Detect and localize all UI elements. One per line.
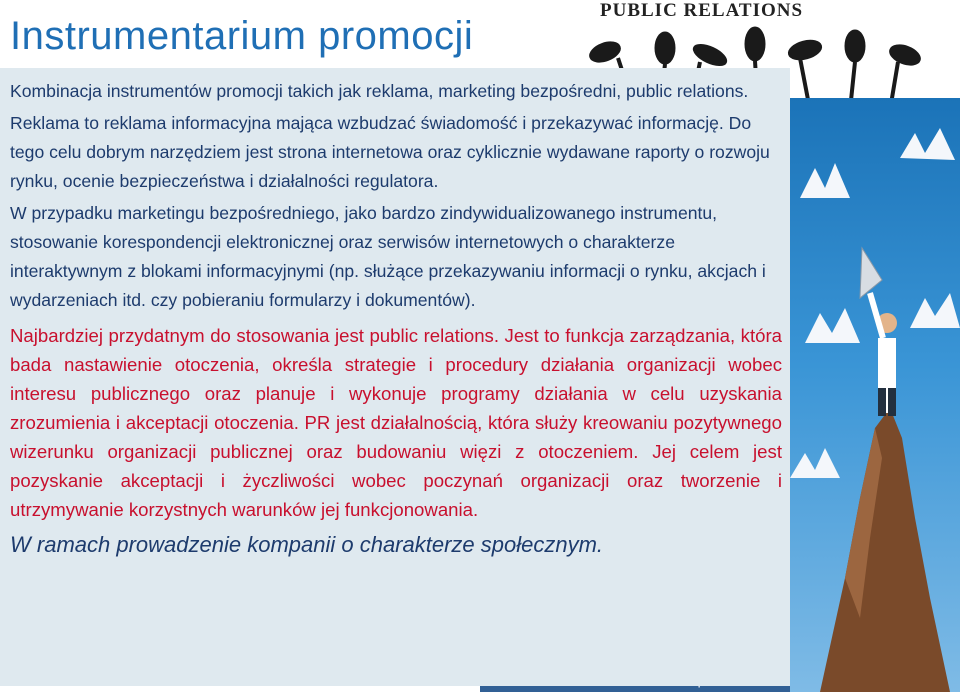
paragraph-advertising: Reklama to reklama informacyjna mająca wzbudzać świadomość i przekazywać informację. Do tego celu dobrym narzędziem jest strona internetowa oraz cyklicznie wydawane raporty o rozwoju rynku, ocenie bezpieczeństwa i działalności regulatora. <box>10 113 770 191</box>
content-box <box>0 68 790 686</box>
mountain-megaphone-icon <box>790 98 960 692</box>
paragraph-instruments: Kombinacja instrumentów promocji takich jak reklama, marketing bezpośredni, public relations. <box>10 81 749 101</box>
banner-text: PUBLIC RELATIONS <box>600 0 804 21</box>
paragraph-direct-marketing: W przypadku marketingu bezpośredniego, jako bardzo zindywidualizowanego instrumentu, stosowanie korespondencji elektronicznej oraz serwisów internetowych o charakterze interaktywnym z blokami informacyjnymi (np. służące przekazywaniu informacji o rynku, akcjach i wydarzeniach itd. czy pobieraniu formularzy i dokumentów). <box>10 203 766 310</box>
slide-title: Instrumentarium promocji <box>10 14 474 58</box>
pr-illustration <box>790 98 960 692</box>
closing-line: W ramach prowadzenie kompanii o charakterze społecznym. <box>10 532 604 557</box>
paragraph-public-relations: Najbardziej przydatnym do stosowania jest public relations. Jest to funkcja zarządzania, która bada nastawienie otoczenia, określa strategie i procedury działania organizacji wobec interesu publicznego oraz planuje i wykonuje programy działania w celu uzyskania zrozumienia i akceptacji otoczenia. PR jest działalnością, która służy kreowaniu pozytywnego wizerunku organizacji publicznej oraz budowaniu więzi z otoczeniem. Jej celem jest pozyskanie akceptacji i życzliwości wobec poczynań organizacji oraz tworzenie i utrzymywanie korzystnych warunków jej funkcjonowania. <box>10 325 782 520</box>
